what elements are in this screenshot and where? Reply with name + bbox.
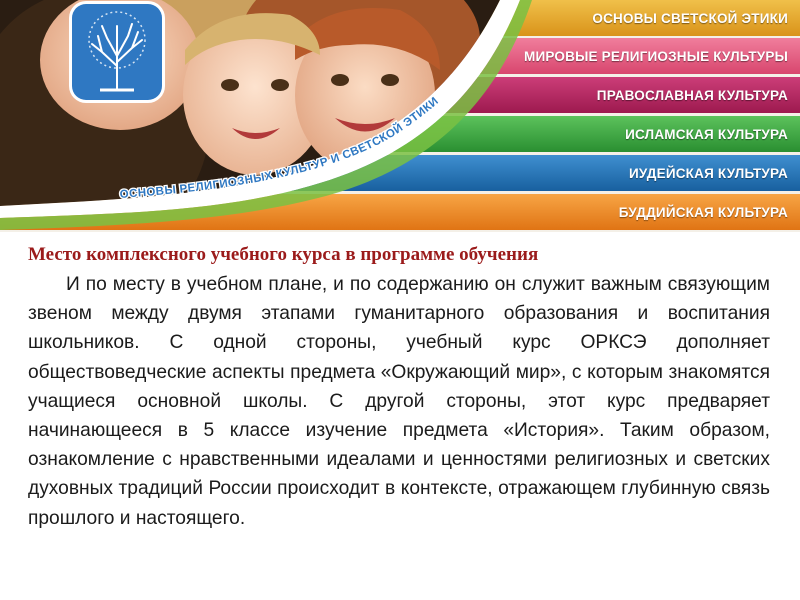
curved-title-text: ОСНОВЫ РЕЛИГИОЗНЫХ КУЛЬТУР И СВЕТСКОЙ ЭТИКИ — [119, 95, 442, 201]
section-heading: Место комплексного учебного курса в программе обучения — [28, 244, 539, 265]
stripe-label: ПРАВОСЛАВНАЯ КУЛЬТУРА — [596, 87, 788, 103]
stripe-label: БУДДИЙСКАЯ КУЛЬТУРА — [618, 204, 788, 220]
stripe-label: МИРОВЫЕ РЕЛИГИОЗНЫЕ КУЛЬТУРЫ — [524, 48, 788, 64]
stripe-label: ОСНОВЫ СВЕТСКОЙ ЭТИКИ — [592, 10, 788, 26]
curved-title — [0, 0, 800, 232]
svg-text:ОСНОВЫ РЕЛИГИОЗНЫХ КУЛЬТУР И С — [119, 95, 441, 201]
section-paragraph: И по месту в учебном плане, и по содержанию он служит важным связующим звеном между двумя этапами гуманитарного образования и воспитания школьников. С одной стороны, учебный курс ОРКСЭ дополняет обществоведческие аспекты предмета «Окружающий мир», с которым знакомятся учащиеся основной школы. С другой стороны, этот курс предваряет начинающееся в 5 классе изучение предмета «История». Таким образом, ознакомление с нравственными идеалами и ценностями религиозных и светских духовных традиций России происходит в контексте, отражающем глубинную связь прошлого и настоящего. — [28, 274, 770, 529]
stripe-label: ИСЛАМСКАЯ КУЛЬТУРА — [625, 126, 788, 142]
course-banner — [0, 0, 800, 232]
stripe-label: ИУДЕЙСКАЯ КУЛЬТУРА — [628, 165, 788, 181]
course-description — [28, 244, 770, 533]
